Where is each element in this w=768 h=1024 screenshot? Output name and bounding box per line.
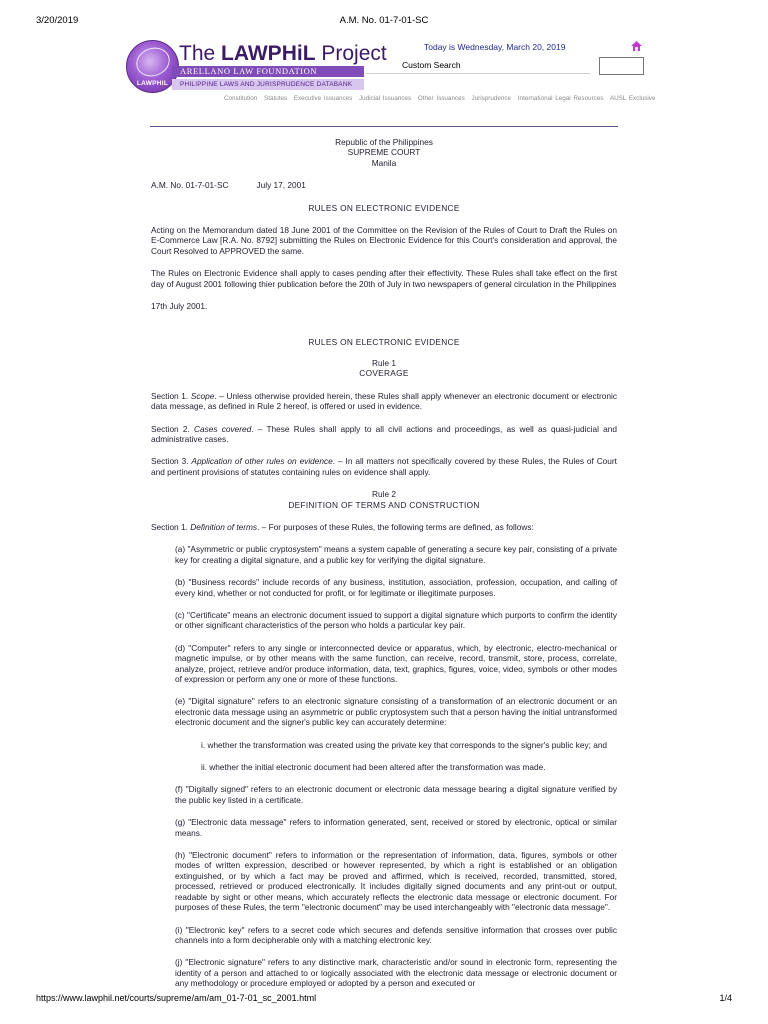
databank-band: PHILIPPINE LAWS AND JURISPRUDENCE DATABANK xyxy=(172,79,364,90)
definition-d: (d) "Computer" refers to any single or interconnected device or apparatus, which, by electronic, electro-mechanical or magnetic impulse, or by other means with the same function, can receive, record, transmit, store, process, correlate, analyze, project, retrieve and/or produce information, data, text, graphics, figures, voice, video, symbols or other modes of expression or perform any one or more of these functions. xyxy=(175,642,617,684)
print-footer xyxy=(0,993,768,1005)
nav-executive-issuances[interactable]: Executive Issuances xyxy=(293,95,353,102)
definition-a: (a) "Asymmetric or public cryptosystem" means a system capable of generating a secure key pair, consisting of a private key for creating a digital signature, and a public key for verifying the digital signature. xyxy=(175,544,617,565)
definition-b: (b) "Business records" include records of any business, institution, association, profession, occupation, and calling of every kind, whether or not conducted for profit, or for legitimate or illegitimate purposes. xyxy=(175,577,617,598)
site-title: The LAWPHiL Project xyxy=(179,42,387,65)
rule2-name: DEFINITION OF TERMS AND CONSTRUCTION xyxy=(288,499,480,510)
nav-constitution[interactable]: Constitution xyxy=(224,95,258,102)
city-line: Manila xyxy=(371,157,397,168)
rule1-section-2: Section 2. Cases covered. – These Rules shall apply to all civil actions and proceedings, as well as quasi-judicial and administrative cases. xyxy=(151,423,617,444)
signed-date: 17th July 2001. xyxy=(151,301,208,312)
foundation-band: ARELLANO LAW FOUNDATION xyxy=(172,66,364,77)
rule2-section-1: Section 1. Definition of terms. – For purposes of these Rules, the following terms are defined, as follows: xyxy=(151,521,534,532)
definition-e: (e) "Digital signature" refers to an electronic signature consisting of a transformation of an electronic document or an electronic data message using an asymmetric or public cryptosystem such that a person having the initial untransformed electronic document and the signer's public key can accurately determine: xyxy=(175,696,617,728)
court-line: SUPREME COURT xyxy=(347,147,421,158)
page-number: 1/4 xyxy=(719,993,732,1003)
republic-line: Republic of the Philippines xyxy=(335,137,433,147)
definition-c: (c) "Certificate" means an electronic document issued to support a digital signature which purports to confirm the identity or other significant characteristics of the person who holds a particular key pair. xyxy=(175,609,617,631)
site-logo[interactable] xyxy=(126,39,387,95)
rule1-section-3: Section 3. Application of other rules on evidence. – In all matters not specifically covered by these Rules, the Rules of Court and pertinent provisions of statutes containing rules on evidence shall apply. xyxy=(151,456,617,477)
header-divider xyxy=(150,126,618,127)
document-body xyxy=(151,137,617,989)
rule1-name: COVERAGE xyxy=(359,368,409,379)
intro-paragraph-2: The Rules on Electronic Evidence shall apply to cases pending after their effectivity. These Rules shall take effect on the first day of August 2001 following thier publication before the 20th of July in two newspapers of general circulation in the Philippines xyxy=(151,268,617,289)
definition-h: (h) "Electronic document" refers to information or the representation of information, data, figures, symbols or other modes of written expression, described or however represented, by which a right is established or an obligation extinguished, or by which a fact may be proved and affirmed, which is received, recorded, transmitted, stored, processed, retrieved or produced electronically. It includes digitally signed documents and any print-out or output, readable by sight or other means, which accurately reflects the electronic data message or electronic document. For purposes of these Rules, the term "electronic document" may be used interchangeably with "electronic data message". xyxy=(175,850,617,913)
document-title: RULES ON ELECTRONIC EVIDENCE xyxy=(308,202,460,213)
search-button[interactable] xyxy=(599,57,644,75)
nav-ausl-exclusive[interactable]: AUSL Exclusive xyxy=(609,95,656,102)
rule2-label: Rule 2 xyxy=(372,489,396,500)
definition-i: (i) "Electronic key" refers to a secret code which secures and defends sensitive information that crosses over public channels into a form decipherable only with a matching electronic key. xyxy=(175,924,617,945)
subdefinition-ii: ii. whether the initial electronic document had been altered after the transformation was made. xyxy=(201,762,546,773)
print-header xyxy=(0,15,768,27)
print-url: https://www.lawphil.net/courts/supreme/am/am_01-7-01_sc_2001.html xyxy=(36,993,317,1003)
case-number-line xyxy=(151,180,617,190)
print-date: 3/20/2019 xyxy=(36,15,79,26)
intro-paragraph-1: Acting on the Memorandum dated 18 June 2001 of the Committee on the Revision of the Rules of Court to Draft the Rules on E-Commerce Law [R.A. No. 8792] submitting the Rules on Electronic Evidence for this Court's consideration and approval, the Court Resolved to APPROVED the same. xyxy=(151,225,617,256)
nav-statutes[interactable]: Statutes xyxy=(264,95,288,102)
rule1-label: Rule 1 xyxy=(372,357,396,368)
nav-international-legal-resources[interactable]: International Legal Resources xyxy=(517,95,604,102)
rule1-section-1: Section 1. Scope. – Unless otherwise provided herein, these Rules shall apply whenever an electronic document or electronic data message, as defined in Rule 2 hereof, is offered or used in evidence. xyxy=(151,390,617,412)
case-date: July 17, 2001 xyxy=(256,180,306,191)
subdefinition-i: i. whether the transformation was created using the private key that corresponds to the signer's public key; and xyxy=(201,739,608,750)
nav-judicial-issuances[interactable]: Judicial Issuances xyxy=(359,95,412,102)
nav-jurisprudence[interactable]: Jurisprudence xyxy=(471,95,512,102)
print-title: A.M. No. 01-7-01-SC xyxy=(339,15,429,26)
definition-g: (g) "Electronic data message" refers to information generated, sent, received or stored by electronic, optical or similar means. xyxy=(175,817,617,838)
home-icon[interactable] xyxy=(631,41,642,51)
top-navigation xyxy=(224,95,659,102)
search-input[interactable]: Custom Search xyxy=(366,57,590,74)
today-date: Today is Wednesday, March 20, 2019 xyxy=(424,42,566,52)
rules-title: RULES ON ELECTRONIC EVIDENCE xyxy=(308,337,460,348)
case-number: A.M. No. 01-7-01-SC xyxy=(151,180,229,191)
definition-f: (f) "Digitally signed" refers to an electronic document or electronic data message bearing a digital signature verified by the public key listed in a certificate. xyxy=(175,784,617,805)
logo-label: LAWPHIL xyxy=(136,80,169,87)
nav-other-issuances[interactable]: Other Issuances xyxy=(417,95,465,102)
definition-j: (j) "Electronic signature" refers to any distinctive mark, characteristic and/or sound in electronic form, representing the identity of a person and attached to or logically associated with the electronic data message or electronic document or any methodology or procedure employed or adopted by a person and executed or xyxy=(175,957,617,989)
